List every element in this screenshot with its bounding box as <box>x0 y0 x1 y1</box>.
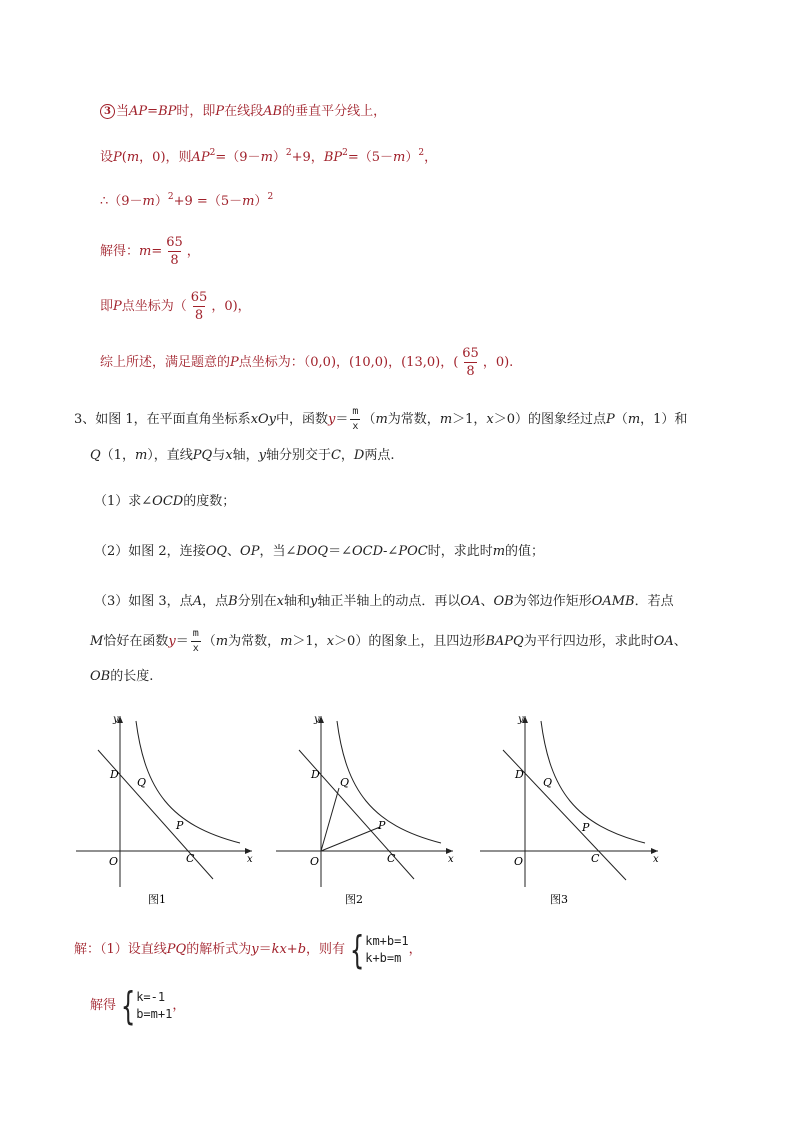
case3-conclusion <box>100 343 513 383</box>
hyperbola-curve <box>136 721 240 843</box>
text: m <box>215 634 229 649</box>
text: （3）如图 3，点 <box>94 594 193 609</box>
text: 时，即 <box>176 104 216 119</box>
text: P <box>606 412 615 427</box>
label-D: D <box>515 768 524 781</box>
equation-system-1: { km+b=1 k+b=m <box>349 927 409 972</box>
text: + <box>286 942 298 957</box>
text: +9 =（5－ <box>173 194 243 209</box>
text: POC <box>398 544 428 559</box>
text: ， <box>340 448 354 463</box>
text: （ <box>362 412 376 427</box>
text: ＞0）的图象上，且四边形 <box>334 634 486 649</box>
text: -∠ <box>383 544 399 559</box>
label-y: y <box>518 714 524 725</box>
text: （ <box>202 634 216 649</box>
denominator: 8 <box>466 364 475 379</box>
case3-line1 <box>100 103 386 121</box>
text: +9， <box>291 150 324 165</box>
figure-3 <box>480 714 659 906</box>
text: 轴正半轴上的动点．再以 <box>317 594 461 609</box>
text: P <box>113 299 122 314</box>
denominator: x <box>192 643 199 654</box>
text: ） <box>405 150 419 165</box>
text: ＞1， <box>292 634 327 649</box>
solution-line1 <box>74 927 422 972</box>
label-C: C <box>387 852 396 865</box>
text: ，当∠ <box>259 544 297 559</box>
text: PQ <box>166 942 187 957</box>
text: 、 <box>673 634 687 649</box>
circled-number: 3 <box>100 104 115 119</box>
denominator: x <box>352 421 359 432</box>
fraction <box>164 236 185 267</box>
text: 点坐标为（ <box>121 299 187 314</box>
text: P <box>215 104 225 119</box>
text: m <box>280 634 293 649</box>
text: x <box>486 412 494 427</box>
text: m <box>126 150 140 165</box>
text: ＝∠ <box>328 544 352 559</box>
text: ， <box>186 244 200 259</box>
equation: b=m+1 <box>136 1006 173 1021</box>
text: 轴分别交于 <box>265 448 331 463</box>
text: 2 <box>209 148 216 158</box>
label-O: O <box>310 855 320 868</box>
numerator: m <box>192 628 199 639</box>
equation: km+b=1 <box>365 933 409 948</box>
label-O: O <box>514 855 524 868</box>
numerator: 65 <box>166 235 183 250</box>
label-C: C <box>591 852 600 865</box>
text: PQ <box>192 448 213 463</box>
hyperbola-curve <box>541 721 645 843</box>
text: ） <box>154 194 168 209</box>
text: 中，函数 <box>276 412 329 427</box>
numerator: m <box>352 406 359 417</box>
text: 轴， <box>232 448 259 463</box>
text: C <box>330 448 341 463</box>
question-3-line3 <box>90 668 153 686</box>
label-D: D <box>311 768 320 781</box>
text: ∴（9－ <box>100 194 143 209</box>
text: OCD <box>352 544 384 559</box>
text: ， <box>424 150 438 165</box>
text: 设 <box>100 150 114 165</box>
text: m <box>393 150 406 165</box>
caption-1: 图1 <box>148 893 166 906</box>
text: 、 <box>227 544 241 559</box>
text: = <box>151 244 163 259</box>
text: 为常数， <box>387 412 440 427</box>
text: （1）求∠ <box>94 494 153 509</box>
text: ( <box>121 150 127 165</box>
text: 综上所述，满足题意的 <box>100 355 231 370</box>
text: B <box>228 594 238 609</box>
text: （1， <box>100 448 135 463</box>
denominator: 8 <box>170 253 179 268</box>
denominator: 8 <box>194 308 204 323</box>
fraction <box>191 629 201 654</box>
text: x <box>276 594 285 609</box>
text: 在线段 <box>224 104 264 119</box>
label-P: P <box>378 819 386 832</box>
text: 的长度. <box>110 669 154 684</box>
text: OQ <box>205 544 228 559</box>
text: 的解析式为 <box>186 942 252 957</box>
case3-line4 <box>100 232 200 272</box>
label-P: P <box>176 819 184 832</box>
text: AP <box>129 104 148 119</box>
text: OB <box>493 594 514 609</box>
text: 解得： <box>100 244 140 259</box>
text: 解得 <box>90 998 117 1013</box>
text: =（9－ <box>215 150 261 165</box>
text: ＞0）的图象经过点 <box>493 412 607 427</box>
text: OCD <box>152 494 184 509</box>
text: ＞1， <box>452 412 487 427</box>
hyperbola-curve <box>337 721 441 843</box>
case3-line2 <box>100 149 437 167</box>
fraction <box>350 407 360 432</box>
text: ，0)，则 <box>139 150 192 165</box>
text: BP <box>323 150 343 165</box>
text: 分别在 <box>237 594 277 609</box>
label-Q: Q <box>543 776 553 789</box>
label-Q: Q <box>340 776 350 789</box>
label-x: x <box>448 854 454 865</box>
text: 为邻边作矩形 <box>513 594 592 609</box>
text: ＝ <box>258 942 272 957</box>
label-x: x <box>653 854 659 865</box>
segment-op <box>321 827 380 851</box>
question-1 <box>94 493 235 511</box>
fraction <box>460 347 481 378</box>
text: ，0). <box>482 355 514 370</box>
text: OA <box>653 634 674 649</box>
text: m <box>492 544 506 559</box>
text: ） <box>272 150 286 165</box>
text: ，1）和 <box>640 412 688 427</box>
text: OAMB <box>591 594 635 609</box>
equation-system-2: { k=-1 b=m+1 <box>120 983 173 1028</box>
text: A <box>192 594 203 609</box>
text: y <box>310 594 318 609</box>
label-y: y <box>113 714 119 725</box>
figure-2 <box>276 714 454 906</box>
numerator: 65 <box>462 346 479 361</box>
text: 、 <box>480 594 494 609</box>
text: m <box>242 194 255 209</box>
text: 为平行四边形，求此时 <box>523 634 654 649</box>
text: AB <box>263 104 283 119</box>
text: y <box>328 412 336 427</box>
text: ） <box>254 194 268 209</box>
label-O: O <box>109 855 119 868</box>
text: 两点. <box>364 448 395 463</box>
problem3-intro-line1 <box>74 402 687 438</box>
text: OB <box>90 669 111 684</box>
text: m <box>439 412 453 427</box>
text: 的度数； <box>183 494 236 509</box>
text: x <box>225 448 233 463</box>
fraction <box>189 291 210 322</box>
question-3-line1 <box>94 593 674 611</box>
label-x: x <box>247 854 253 865</box>
text: P <box>113 150 122 165</box>
segment-oq <box>321 788 339 851</box>
text: 当 <box>116 104 130 119</box>
label-D: D <box>110 768 119 781</box>
text: ，则有 <box>306 942 346 957</box>
text: 2 <box>285 148 292 158</box>
text: 解：（1）设直线 <box>74 942 167 957</box>
text: ，0)， <box>211 299 251 314</box>
text: b <box>297 942 307 957</box>
text: 2 <box>167 192 174 202</box>
text: P <box>230 355 239 370</box>
equation: k=-1 <box>136 989 166 1004</box>
text: 2 <box>267 192 274 202</box>
text: 的值； <box>505 544 545 559</box>
figure-1 <box>76 714 253 906</box>
text: ， <box>408 942 422 957</box>
text: Q <box>90 448 101 463</box>
text: m <box>627 412 641 427</box>
text: （ <box>614 412 628 427</box>
text: 点坐标为：（0,0)，(10,0)，(13,0)，( <box>238 355 459 370</box>
text: ＝ <box>335 412 349 427</box>
text: （2）如图 2，连接 <box>94 544 206 559</box>
label-y: y <box>314 714 320 725</box>
text: = <box>147 104 159 119</box>
text: ．若点 <box>634 594 674 609</box>
equation: k+b=m <box>365 950 402 965</box>
text: ），直线 <box>147 448 193 463</box>
caption-2: 图2 <box>345 893 363 906</box>
text: y <box>168 634 176 649</box>
caption-3: 图3 <box>550 893 568 906</box>
text: m <box>142 194 155 209</box>
text: x <box>326 634 335 649</box>
question-3-line2 <box>90 624 687 660</box>
text: xOy <box>250 412 277 427</box>
text: BP <box>158 104 177 119</box>
text: 与 <box>212 448 226 463</box>
case3-line5 <box>100 287 251 327</box>
text: 轴和 <box>284 594 311 609</box>
text: ， <box>172 998 186 1013</box>
text: kx <box>271 942 287 957</box>
text: y <box>258 448 266 463</box>
text: 即 <box>100 299 114 314</box>
question-2 <box>94 543 544 561</box>
label-P: P <box>582 821 590 834</box>
text: 2 <box>342 148 348 158</box>
text: D <box>353 448 365 463</box>
text: 3、如图 1，在平面直角坐标系 <box>74 412 251 427</box>
text: m <box>139 244 152 259</box>
text: OP <box>240 544 260 559</box>
numerator: 65 <box>190 290 208 305</box>
text: 恰好在函数 <box>103 634 169 649</box>
text: ＝ <box>175 634 189 649</box>
text: OA <box>460 594 481 609</box>
text: 的垂直平分线上， <box>282 104 387 119</box>
text: DOQ <box>296 544 329 559</box>
problem3-intro-line2 <box>90 447 395 465</box>
text: ，点 <box>202 594 229 609</box>
figures <box>0 705 794 925</box>
text: BAPQ <box>485 634 524 649</box>
text: 时，求此时 <box>427 544 493 559</box>
text: m <box>260 150 273 165</box>
label-C: C <box>186 852 195 865</box>
label-Q: Q <box>137 776 147 789</box>
text: 2 <box>418 148 425 158</box>
text: m <box>375 412 388 427</box>
text: AP <box>191 150 210 165</box>
text: m <box>134 448 148 463</box>
text: 为常数， <box>228 634 281 649</box>
text: =（5－ <box>347 150 394 165</box>
case3-line3 <box>100 193 273 211</box>
solution-line2 <box>90 983 186 1028</box>
text: M <box>90 634 104 649</box>
text: y <box>251 942 259 957</box>
